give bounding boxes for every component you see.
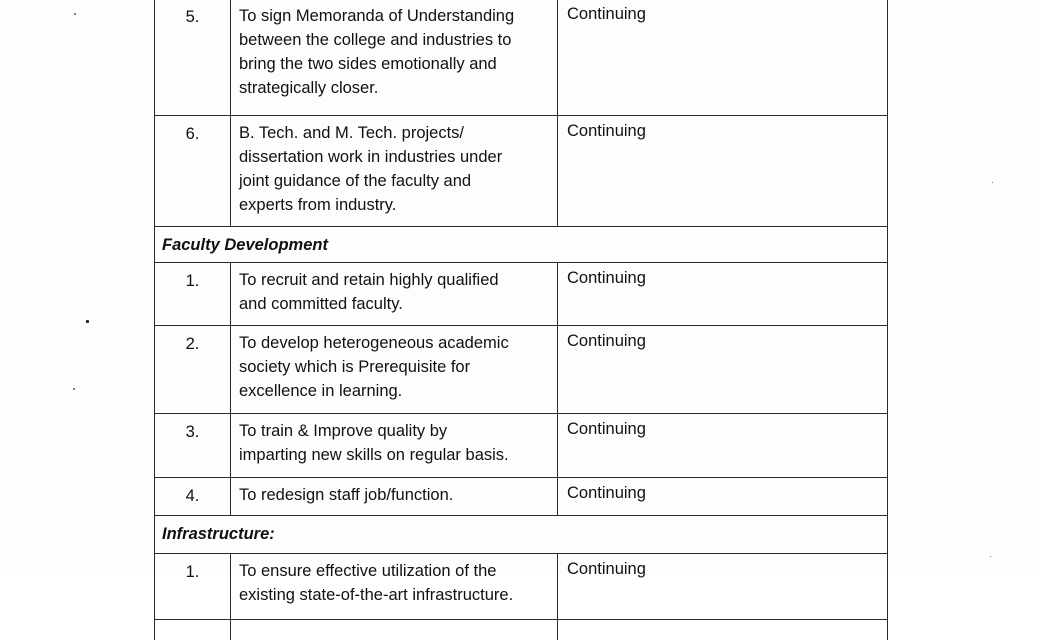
objectives-table bbox=[154, 0, 888, 640]
scan-speck bbox=[74, 13, 76, 15]
text-line: experts from industry. bbox=[239, 193, 551, 217]
text-line: dissertation work in industries under bbox=[239, 145, 551, 169]
text-line: existing state-of-the-art infrastructure. bbox=[239, 583, 551, 607]
objective-text bbox=[231, 263, 558, 326]
table-row bbox=[155, 414, 888, 478]
table-row bbox=[155, 478, 888, 516]
table-row bbox=[155, 554, 888, 620]
status-text: Continuing bbox=[558, 116, 888, 227]
objective-text bbox=[231, 116, 558, 227]
table-row bbox=[155, 326, 888, 414]
status-text: Continuing bbox=[558, 326, 888, 414]
empty-cell bbox=[155, 620, 231, 640]
section-header-row bbox=[155, 227, 888, 263]
table-row bbox=[155, 263, 888, 326]
item-number: 5. bbox=[155, 0, 231, 116]
empty-cell bbox=[231, 620, 558, 640]
empty-cell bbox=[558, 620, 888, 640]
table-row bbox=[155, 0, 888, 116]
status-text: Continuing bbox=[558, 0, 888, 116]
text-line: To develop heterogeneous academic bbox=[239, 331, 551, 355]
text-line: and committed faculty. bbox=[239, 292, 551, 316]
text-line: B. Tech. and M. Tech. projects/ bbox=[239, 121, 551, 145]
item-number: 1. bbox=[155, 263, 231, 326]
status-text: Continuing bbox=[558, 263, 888, 326]
text-line: imparting new skills on regular basis. bbox=[239, 443, 551, 467]
table-row-partial bbox=[155, 620, 888, 640]
objective-text bbox=[231, 414, 558, 478]
table-row bbox=[155, 116, 888, 227]
status-text: Continuing bbox=[558, 478, 888, 516]
text-line: joint guidance of the faculty and bbox=[239, 169, 551, 193]
item-number: 1. bbox=[155, 554, 231, 620]
objective-text bbox=[231, 554, 558, 620]
text-line: To redesign staff job/function. bbox=[239, 483, 551, 507]
item-number: 6. bbox=[155, 116, 231, 227]
scan-speck bbox=[992, 182, 993, 183]
scan-speck bbox=[990, 556, 991, 557]
text-line: To recruit and retain highly qualified bbox=[239, 268, 551, 292]
section-header-row bbox=[155, 516, 888, 554]
status-text: Continuing bbox=[558, 414, 888, 478]
section-title: Faculty Development bbox=[155, 227, 888, 263]
item-number: 3. bbox=[155, 414, 231, 478]
text-line: bring the two sides emotionally and bbox=[239, 52, 551, 76]
text-line: society which is Prerequisite for bbox=[239, 355, 551, 379]
status-text: Continuing bbox=[558, 554, 888, 620]
item-number: 4. bbox=[155, 478, 231, 516]
text-line: To sign Memoranda of Understanding bbox=[239, 4, 551, 28]
text-line: excellence in learning. bbox=[239, 379, 551, 403]
text-line: To train & Improve quality by bbox=[239, 419, 551, 443]
scan-speck bbox=[86, 320, 89, 323]
text-line: strategically closer. bbox=[239, 76, 551, 100]
objective-text bbox=[231, 0, 558, 116]
objective-text bbox=[231, 326, 558, 414]
text-line: between the college and industries to bbox=[239, 28, 551, 52]
item-number: 2. bbox=[155, 326, 231, 414]
scan-speck bbox=[73, 388, 75, 390]
objective-text bbox=[231, 478, 558, 516]
text-line: To ensure effective utilization of the bbox=[239, 559, 551, 583]
section-title: Infrastructure: bbox=[155, 516, 888, 554]
